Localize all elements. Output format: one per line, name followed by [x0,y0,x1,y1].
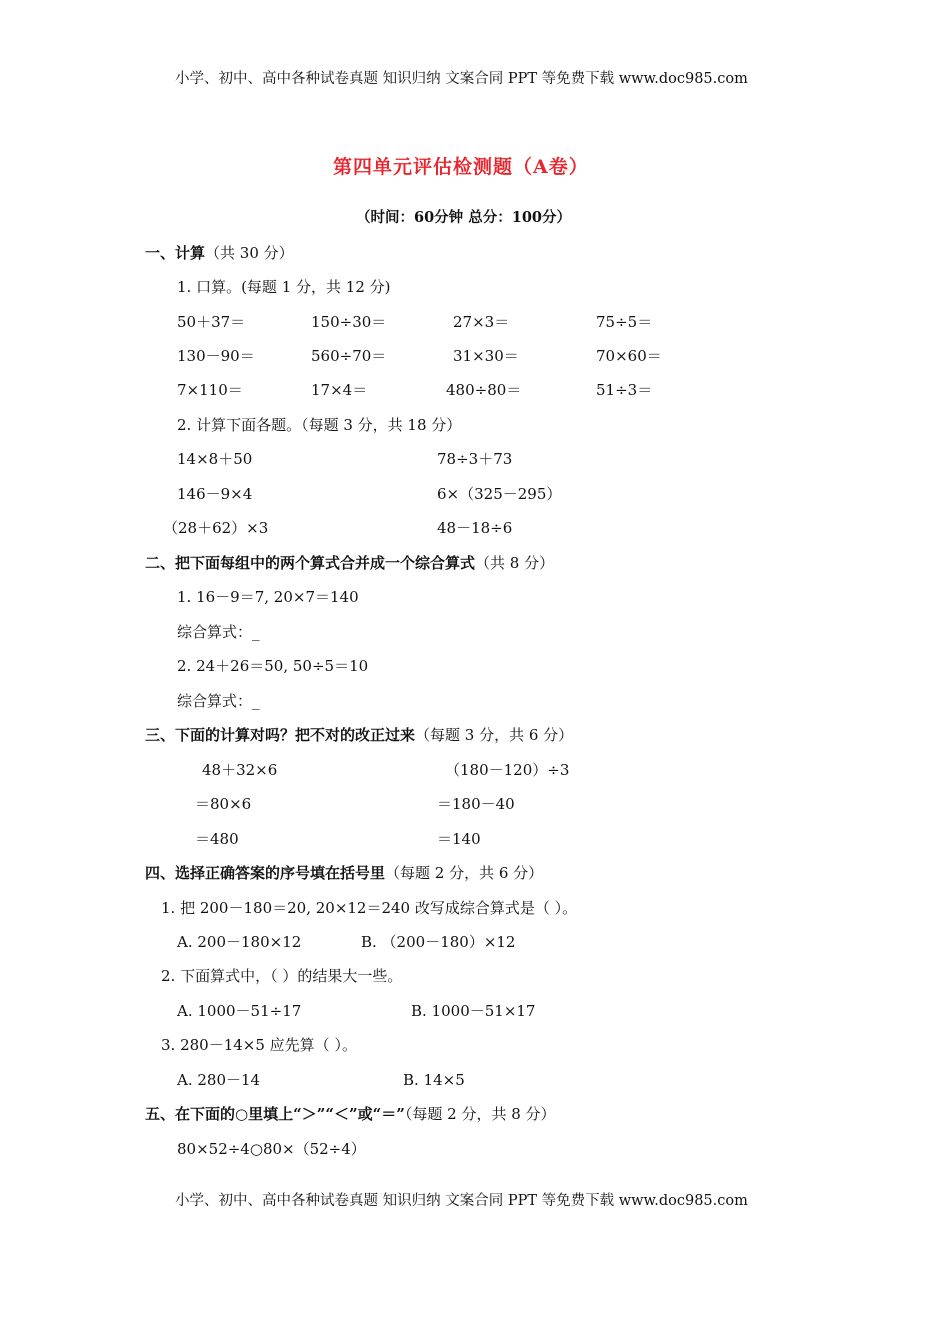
s3-right-line: （180－120）÷3 [445,761,570,779]
calc-item: 146－9×4 [177,485,253,503]
mental-calc-item: 480÷80＝ [446,381,522,399]
mental-calc-item: 70×60＝ [596,347,662,365]
calc-item: （28＋62）×3 [163,519,269,537]
s1-q2-label: 2. 计算下面各题。（每题 3 分，共 18 分） [177,416,462,434]
section-4-heading: 四、选择正确答案的序号填在括号里（每题 2 分，共 6 分） [145,864,544,882]
s3-left-line: ＝480 [195,830,239,848]
s3-right-line: ＝140 [437,830,481,848]
mental-calc-item: 50＋37＝ [177,313,246,331]
s4-q1-option-b: B. （200－180）×12 [361,933,516,951]
mental-calc-item: 560÷70＝ [311,347,387,365]
s4-q2: 2. 下面算式中，（ ）的结果大一些。 [161,967,403,985]
calc-item: 78÷3＋73 [437,450,513,468]
mental-calc-item: 130－90＝ [177,347,255,365]
s5-q1: 80×52÷4○80×（52÷4） [177,1140,366,1158]
section-1-heading: 一、计算（共 30 分） [145,244,294,262]
mental-calc-item: 75÷5＝ [596,313,653,331]
section-3-heading: 三、下面的计算对吗？把不对的改正过来（每题 3 分，共 6 分） [145,726,574,744]
section-5-heading: 五、在下面的○里填上“＞”“＜”或“＝”（每题 2 分，共 8 分） [145,1105,556,1123]
s2-q1: 1. 16－9＝7, 20×7＝140 [177,588,359,606]
mental-calc-item: 51÷3＝ [596,381,653,399]
s4-q1-option-a: A. 200－180×12 [177,933,302,951]
s4-q3-option-b: B. 14×5 [403,1071,465,1089]
s2-answer-2: 综合算式：_ [177,692,260,710]
mental-calc-item: 31×30＝ [453,347,519,365]
s4-q1: 1. 把 200－180＝20, 20×12＝240 改写成综合算式是（ ）。 [161,899,578,917]
mental-calc-item: 17×4＝ [311,381,368,399]
s4-q3-option-a: A. 280－14 [177,1071,261,1089]
calc-item: 6×（325－295） [437,485,562,503]
mental-calc-item: 27×3＝ [453,313,510,331]
s2-answer-1: 综合算式：_ [177,623,260,641]
page-title: 第四单元评估检测题（A卷） [333,156,589,178]
s3-right-line: ＝180－40 [437,795,515,813]
calc-item: 48－18÷6 [437,519,513,537]
mental-calc-item: 150÷30＝ [311,313,387,331]
s4-q3: 3. 280－14×5 应先算（ ）。 [161,1036,357,1054]
s1-q1-label: 1. 口算。(每题 1 分，共 12 分) [177,278,391,296]
page-footer: 小学、初中、高中各种试卷真题 知识归纳 文案合同 PPT 等免费下载 www.doc985.com [175,1193,748,1209]
section-2-heading: 二、把下面每组中的两个算式合并成一个综合算式（共 8 分） [145,554,555,572]
page-header: 小学、初中、高中各种试卷真题 知识归纳 文案合同 PPT 等免费下载 www.doc985.com [175,71,748,87]
mental-calc-item: 7×110＝ [177,381,243,399]
calc-item: 14×8＋50 [177,450,253,468]
s3-left-line: 48＋32×6 [202,761,278,779]
page-subtitle: （时间：60分钟 总分：100分） [356,209,571,226]
s2-q2: 2. 24＋26＝50, 50÷5＝10 [177,657,369,675]
s3-left-line: ＝80×6 [195,795,252,813]
s4-q2-option-a: A. 1000－51÷17 [177,1002,302,1020]
s4-q2-option-b: B. 1000－51×17 [411,1002,536,1020]
